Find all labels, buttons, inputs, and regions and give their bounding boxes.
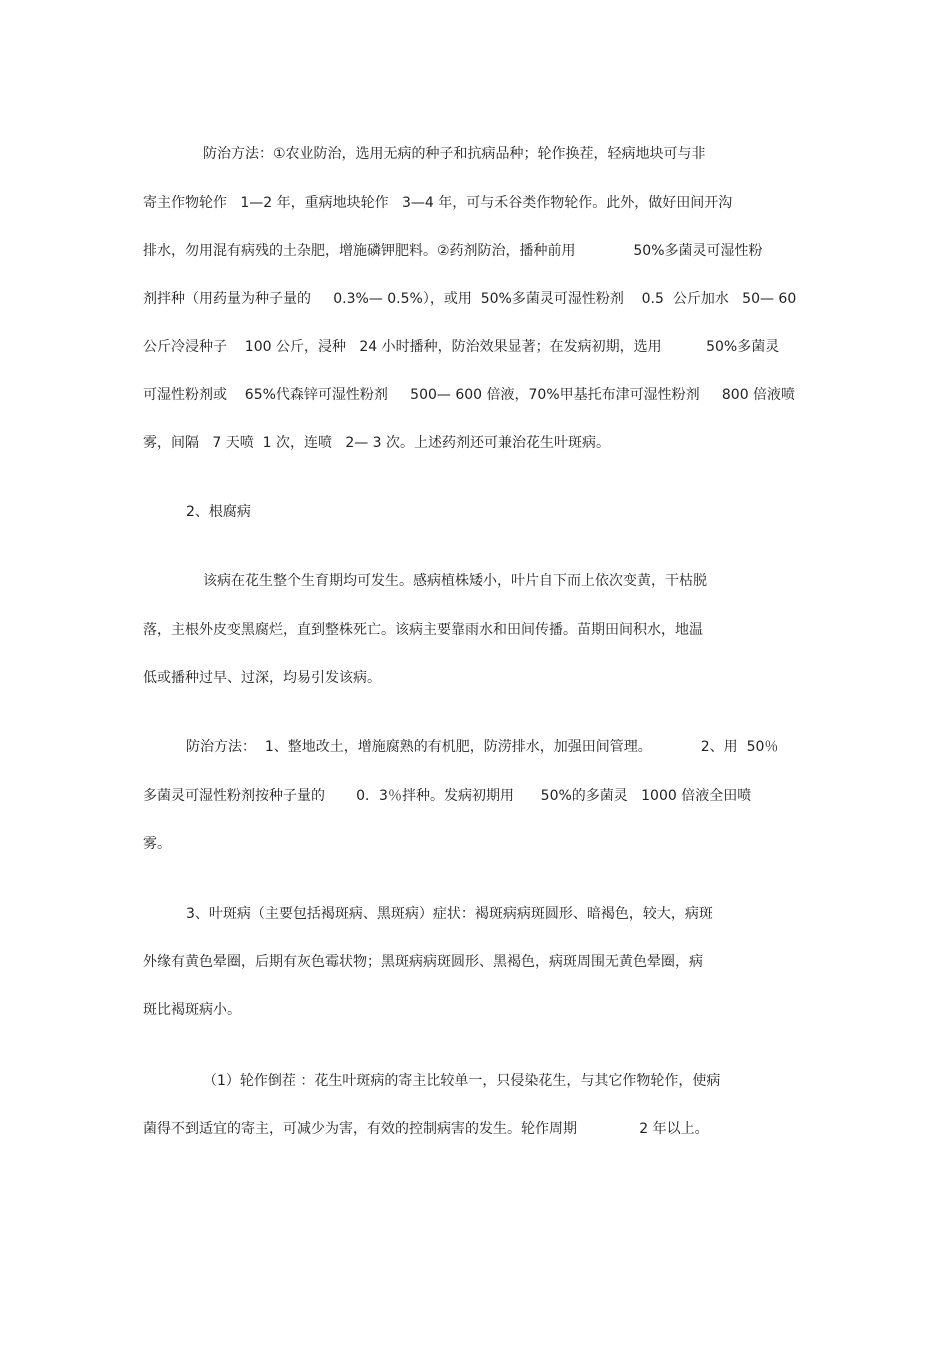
text-line: 排水，勿用混有病残的土杂肥，增施磷钾肥料。②药剂防治，播种前用 50%多菌灵可湿性粉 [143, 243, 763, 259]
text-line: 多菌灵可湿性粉剂按种子量的 0．3％拌种。发病初期用 50%的多菌灵 1000 倍液全田喷 [143, 788, 752, 804]
text-line: 外缘有黄色晕圈，后期有灰色霉状物；黑斑病病斑圆形、黑褐色，病斑周围无黄色晕圈，病 [143, 954, 703, 970]
text-line: 防治方法： 1、整地改土，增施腐熟的有机肥，防涝排水，加强田间管理。 2、用 50％ [186, 739, 779, 755]
text-line: 可湿性粉剂或 65%代森锌可湿性粉剂 500— 600 倍液，70%甲基托布津可湿性粉剂 800 倍液喷 [143, 387, 796, 403]
text-line: 雾。 [143, 836, 171, 852]
text-line: 防治方法：①农业防治，选用无病的种子和抗病品种；轮作换茬，轻病地块可与非 [203, 146, 706, 162]
text-line: 寄主作物轮作 1—2 年，重病地块轮作 3—4 年，可与禾谷类作物轮作。此外，做好田间开沟 [143, 195, 733, 211]
text-line: （1）轮作倒茬 ：花生叶斑病的寄主比较单一，只侵染花生，与其它作物轮作，使病 [203, 1073, 721, 1089]
section-heading: 3、叶斑病（主要包括褐斑病、黑斑病）症状：褐斑病病斑圆形、暗褐色，较大，病斑 [186, 906, 713, 922]
text-line: 该病在花生整个生育期均可发生。感病植株矮小，叶片自下而上依次变黄，干枯脱 [203, 573, 707, 589]
section-heading: 2、根腐病 [186, 504, 251, 520]
text-line: 雾，间隔 7 天喷 1 次，连喷 2— 3 次。上述药剂还可兼治花生叶斑病。 [143, 435, 611, 451]
text-line: 斑比褐斑病小。 [143, 1002, 241, 1018]
text-line: 落，主根外皮变黑腐烂，直到整株死亡。该病主要靠雨水和田间传播。苗期田间积水，地温 [143, 622, 703, 638]
text-line: 公斤冷浸种子 100 公斤，浸种 24 小时播种，防治效果显著；在发病初期，选用 50%多菌灵 [143, 339, 780, 355]
text-line: 剂拌种（用药量为种子量的 0.3%— 0.5%），或用 50%多菌灵可湿性粉剂 0.5 公斤加水 50— 60 [143, 291, 797, 307]
text-line: 菌得不到适宜的寄主，可减少为害，有效的控制病害的发生。轮作周期 2 年以上。 [143, 1121, 709, 1137]
text-line: 低或播种过早、过深，均易引发该病。 [143, 670, 381, 686]
